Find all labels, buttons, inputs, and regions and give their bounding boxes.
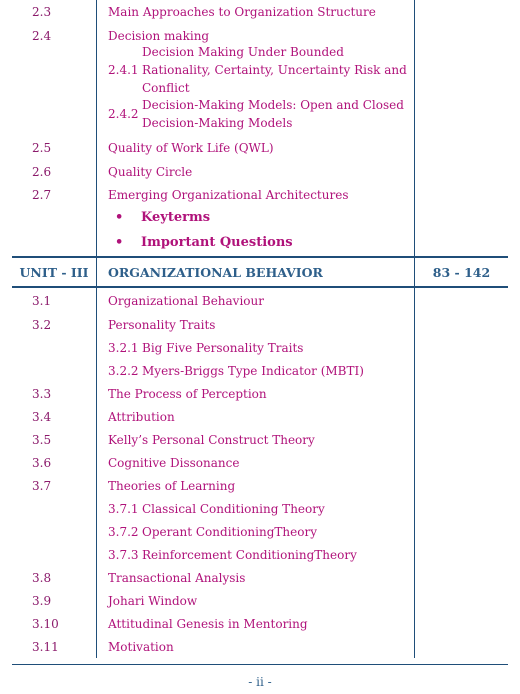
section-number	[12, 520, 96, 543]
section-title: Johari Window	[96, 589, 415, 612]
subsection-number: 3.7.1	[108, 501, 139, 516]
section-title: Attribution	[96, 405, 415, 428]
page-range	[415, 451, 508, 474]
toc-row	[12, 405, 508, 428]
page-range	[415, 229, 508, 256]
section-title: Transactional Analysis	[96, 566, 415, 589]
toc-row	[12, 0, 508, 23]
unit-label: UNIT - III	[19, 264, 89, 280]
toc-row	[12, 136, 508, 160]
toc-row	[12, 543, 508, 566]
subsection	[96, 92, 415, 136]
section-number: 2.3	[32, 4, 52, 19]
page-range	[415, 288, 508, 313]
section-title: Cognitive Dissonance	[96, 451, 415, 474]
unit-header-row	[12, 256, 508, 288]
page-range	[415, 405, 508, 428]
section-title: Decision making	[96, 23, 415, 48]
section-number: 2.7	[32, 187, 52, 202]
bullet-icon: •	[115, 210, 124, 225]
section-number: 3.1	[32, 293, 52, 308]
page-range	[415, 497, 508, 520]
section-title: Personality Traits	[96, 313, 415, 336]
page-range	[415, 23, 508, 48]
section-number: 3.10	[32, 616, 59, 631]
toc-row	[12, 382, 508, 405]
toc-row	[12, 92, 508, 136]
page-range	[415, 612, 508, 635]
subsection	[96, 497, 415, 520]
section-number	[12, 336, 96, 359]
page-range	[415, 543, 508, 566]
subsection-number: 2.4.1	[108, 63, 139, 77]
subsection-title: Myers-Briggs Type Indicator (MBTI)	[142, 363, 364, 378]
section-number: 2.6	[32, 164, 52, 179]
toc-row	[12, 520, 508, 543]
toc-row	[12, 497, 508, 520]
section-number	[12, 543, 96, 566]
subsection-title: Decision Making Under Bounded Rationality, Certainty, Uncertainty Risk and Conflict	[142, 45, 407, 95]
page-range	[415, 635, 508, 658]
page-range	[415, 206, 508, 229]
toc-row	[12, 336, 508, 359]
page-range	[415, 428, 508, 451]
page-range	[415, 92, 508, 136]
page-range	[415, 566, 508, 589]
section-number	[12, 92, 96, 136]
bullet-item	[96, 206, 415, 229]
toc-row	[12, 612, 508, 635]
toc-row	[12, 45, 508, 95]
page-range	[415, 520, 508, 543]
subsection	[96, 543, 415, 566]
subsection-title: Classical Conditioning Theory	[142, 501, 325, 516]
subsection-number: 3.7.2	[108, 524, 139, 539]
page-range	[415, 48, 508, 92]
bullet-text: Keyterms	[141, 210, 211, 225]
section-number: 2.4	[32, 28, 52, 43]
toc-row	[12, 313, 508, 336]
section-title: Quality of Work Life (QWL)	[96, 136, 415, 160]
page-range	[415, 382, 508, 405]
section-number: 2.5	[32, 141, 52, 155]
toc-row	[12, 160, 508, 183]
subsection	[96, 336, 415, 359]
section-number: 3.4	[32, 409, 52, 424]
toc-row	[12, 359, 508, 382]
section-title: Kelly’s Personal Construct Theory	[96, 428, 415, 451]
subsection-number: 3.2.1	[108, 340, 139, 355]
section-title: Main Approaches to Organization Structure	[96, 0, 415, 23]
section-number	[12, 206, 96, 229]
table-of-contents	[12, 0, 508, 658]
section-title: Emerging Organizational Architectures	[96, 183, 415, 206]
section-number: 3.8	[32, 570, 52, 585]
subsection-title: Operant ConditioningTheory	[142, 524, 317, 539]
section-number	[12, 359, 96, 382]
page-range	[415, 183, 508, 206]
subsection-number: 3.7.3	[108, 547, 139, 562]
toc-row	[12, 474, 508, 497]
section-number	[12, 497, 96, 520]
section-title: Quality Circle	[96, 160, 415, 183]
toc-row	[12, 288, 508, 313]
bottom-rule	[12, 664, 508, 665]
section-number	[12, 48, 96, 92]
toc-row	[12, 589, 508, 612]
bullet-text: Important Questions	[141, 235, 293, 250]
page-number: - ii -	[248, 675, 272, 689]
section-number: 3.11	[32, 639, 59, 654]
page-range	[415, 313, 508, 336]
toc-row	[12, 451, 508, 474]
page-range	[415, 160, 508, 183]
page-range	[415, 136, 508, 160]
page-range	[415, 0, 508, 23]
bullet-item	[96, 229, 415, 256]
toc-row	[12, 635, 508, 658]
section-number: 3.5	[32, 432, 52, 447]
toc-row	[12, 183, 508, 206]
unit-title: ORGANIZATIONAL BEHAVIOR	[96, 258, 415, 286]
subsection	[96, 359, 415, 382]
subsection	[96, 45, 415, 95]
subsection-number: 3.2.2	[108, 363, 139, 378]
subsection	[96, 520, 415, 543]
page-range	[415, 359, 508, 382]
section-number: 3.9	[32, 593, 52, 608]
page-range	[415, 336, 508, 359]
section-number: 3.2	[32, 317, 52, 332]
bullet-icon: •	[115, 235, 124, 250]
page-range	[415, 474, 508, 497]
page-range	[415, 589, 508, 612]
toc-row	[12, 229, 508, 256]
subsection-title: Reinforcement ConditioningTheory	[142, 547, 357, 562]
subsection-title: Big Five Personality Traits	[142, 340, 304, 355]
unit-pages: 83 - 142	[432, 264, 491, 280]
section-title: Attitudinal Genesis in Mentoring	[96, 612, 415, 635]
section-number: 3.7	[32, 478, 52, 493]
subsection-title: Decision-Making Models: Open and Closed Decision-Making Models	[142, 98, 404, 130]
toc-row	[12, 428, 508, 451]
section-title: The Process of Perception	[96, 382, 415, 405]
section-number	[12, 229, 96, 256]
toc-row	[12, 206, 508, 229]
subsection-number: 2.4.2	[108, 107, 139, 121]
section-number: 3.6	[32, 455, 52, 470]
toc-row	[12, 566, 508, 589]
section-title: Theories of Learning	[96, 474, 415, 497]
section-number: 3.3	[32, 386, 52, 401]
unit-page-range	[415, 258, 508, 286]
section-title: Organizational Behaviour	[96, 288, 415, 313]
section-title: Motivation	[96, 635, 415, 658]
